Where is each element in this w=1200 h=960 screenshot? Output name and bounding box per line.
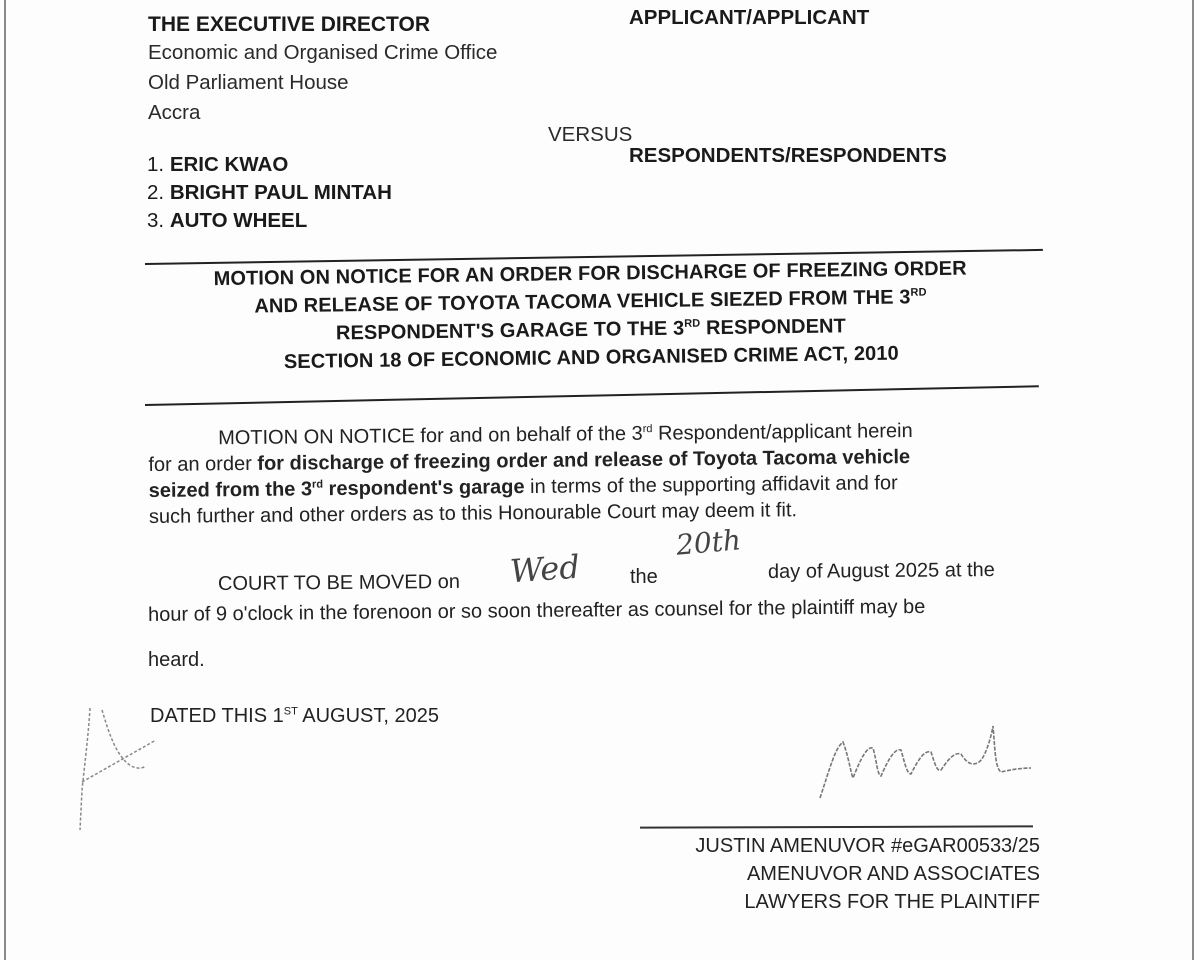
applicant-name: THE EXECUTIVE DIRECTOR [148, 13, 430, 36]
motion-line-4: such further and other orders as to this Honourable Court may deem it fit. [148, 499, 798, 528]
court-line-1-end: day of August 2025 at the [767, 559, 995, 583]
title-line-4: SECTION 18 OF ECONOMIC AND ORGANISED CRIME ACT, 2010 [283, 342, 899, 374]
handwritten-date: 20th [674, 523, 743, 562]
dated-line: DATED THIS 1ST AUGUST, 2025 [150, 705, 439, 727]
title-line-1: MOTION ON NOTICE FOR AN ORDER FOR DISCHARGE OF FREEZING ORDER [213, 257, 967, 291]
court-line-2: hour of 9 o'clock in the forenoon or so soon thereafter as counsel for the plaintiff may be [148, 595, 926, 626]
respondent-name: AUTO WHEEL [169, 209, 308, 232]
initials-signature-icon [66, 700, 156, 840]
title-line-3: RESPONDENT'S GARAGE TO THE 3RD RESPONDENT [335, 315, 847, 345]
signature-block [640, 832, 1040, 916]
respondent-3 [147, 209, 307, 233]
respondent-name: ERIC KWAO [169, 153, 289, 176]
respondent-number: 2. [147, 181, 165, 204]
respondent-number: 1. [147, 153, 165, 176]
motion-line-2: for an order for discharge of freezing order and release of Toyota Tacoma vehicle [148, 446, 911, 476]
page-edge-right [1192, 0, 1194, 960]
respondent-2 [147, 181, 392, 205]
applicant-role-label: APPLICANT/APPLICANT [629, 6, 870, 29]
applicant-address-line-3: Accra [148, 101, 201, 124]
applicant-address-line-1: Economic and Organised Crime Office [148, 41, 498, 64]
counsel-role: LAWYERS FOR THE PLAINTIFF [744, 891, 1040, 913]
motion-paragraph [148, 417, 1029, 530]
respondents-role-label: RESPONDENTS/RESPONDENTS [629, 144, 947, 167]
title-bottom-rule [145, 385, 1039, 406]
respondent-1 [147, 153, 288, 177]
page-edge-left [4, 0, 6, 960]
motion-line-1: MOTION ON NOTICE for and on behalf of the 3rd Respondent/applicant herein [218, 419, 913, 450]
court-line-1-the: the [630, 566, 658, 588]
handwritten-day: Wed [508, 547, 581, 591]
applicant-address-line-2: Old Parliament House [148, 71, 349, 94]
versus-label: VERSUS [548, 123, 633, 146]
title-line-2: AND RELEASE OF TOYOTA TACOMA VEHICLE SIEZED FROM THE 3RD [254, 286, 927, 318]
motion-line-3: seized from the 3rd respondent's garage in terms of the supporting affidavit and for [148, 472, 898, 502]
lawyer-signature-icon [815, 718, 1035, 808]
respondent-number: 3. [147, 209, 165, 232]
law-firm: AMENUVOR AND ASSOCIATES [746, 863, 1040, 885]
court-line-1: COURT TO BE MOVED on [217, 570, 461, 596]
signatory-name: JUSTIN AMENUVOR #eGAR00533/25 [695, 835, 1040, 857]
signature-rule [640, 825, 1033, 828]
court-line-3: heard. [148, 649, 205, 671]
motion-title [150, 254, 1031, 378]
respondent-name: BRIGHT PAUL MINTAH [169, 181, 392, 204]
